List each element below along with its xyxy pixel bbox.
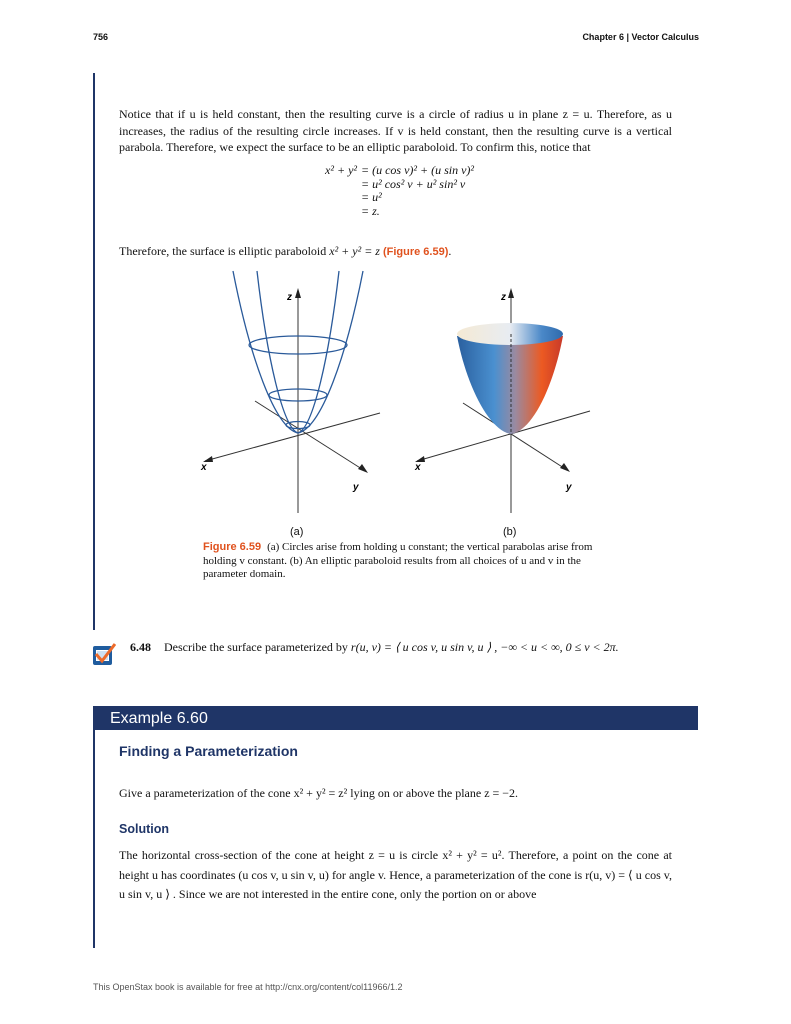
svg-text:z: z (501, 292, 506, 303)
checkpoint-number: 6.48 (130, 640, 151, 654)
equation-row: = u² cos² v + u² sin² v (361, 176, 466, 191)
svg-text:x: x (415, 462, 421, 473)
example-title: Finding a Parameterization (119, 743, 298, 759)
checkmark-box-icon (92, 642, 116, 666)
chapter-title: Chapter 6 | Vector Calculus (582, 32, 699, 42)
checkpoint-exercise: 6.48 Describe the surface parameterized by r(u, v) = ⟨ u cos v, u sin v, u ⟩ , −∞ < u < ∞, 0 ≤ v < 2π. (130, 640, 619, 654)
svg-text:y: y (353, 482, 359, 493)
svg-text:x: x (201, 462, 207, 473)
solution-heading: Solution (119, 822, 169, 836)
equation-row: = u² (361, 190, 382, 204)
panel-b-surface (414, 288, 590, 513)
conclusion-line: Therefore, the surface is elliptic paraboloid x² + y² = z (Figure 6.59). (119, 244, 452, 258)
equation-row: = z. (361, 203, 380, 218)
figure-reference-link[interactable]: (Figure 6.59) (382, 246, 449, 258)
intro-paragraph: Notice that if u is held constant, then the resulting curve is a circle of radius u in plane z = u. Therefore, as u increases, the radius of the resulting circle increases. If v is held constant, then the resulting curve is a vertical parabola. Therefore, we expect the surface to be an elliptic paraboloid. To confirm this, notice that (119, 107, 672, 154)
example-header: Example 6.60 (93, 706, 698, 730)
figure-6-59 (195, 268, 595, 538)
example-problem: Give a parameterization of the cone x² + y² = z² lying on or above the plane z = −2. (119, 786, 519, 800)
svg-text:z: z (287, 292, 292, 303)
solution-paragraph: The horizontal cross-section of the cone at height z = u is circle x² + y² = u². Therefore, a point on the cone at height u has coordinates (u cos v, u sin v, u) for angle v. Hence, a parameterization of the cone is r(u, v) = ⟨ u cos v, u sin v, u ⟩ . Since we are not interested in the entire cone, only the portion on or above (119, 848, 672, 901)
sidebar-rule-top (93, 73, 95, 630)
footer-note: This OpenStax book is available for free at http://cnx.org/content/col11966/1.2 (93, 982, 403, 992)
svg-text:y: y (566, 482, 572, 493)
figure-caption: Figure 6.59 (a) Circles arise from holding u constant; the vertical parabolas arise from holding v constant. (b) An elliptic paraboloid results from all choices of u and v in the parameter domain. (203, 541, 593, 580)
figure-caption-number: Figure 6.59 (203, 541, 262, 553)
sidebar-rule-example (93, 706, 95, 948)
equation-row: x² + y² = (u cos v)² + (u sin v)² (325, 163, 475, 177)
panel-a-label: (a) (290, 526, 304, 538)
conclusion-math: x² + y² = z (329, 244, 380, 258)
checkpoint-math: r(u, v) = ⟨ u cos v, u sin v, u ⟩ , −∞ < u < ∞, 0 ≤ v < 2π. (350, 640, 619, 654)
panel-a-wireframe (200, 271, 380, 513)
panel-b-label: (b) (503, 526, 517, 538)
page-number: 756 (93, 32, 109, 42)
equation-block (300, 164, 474, 218)
